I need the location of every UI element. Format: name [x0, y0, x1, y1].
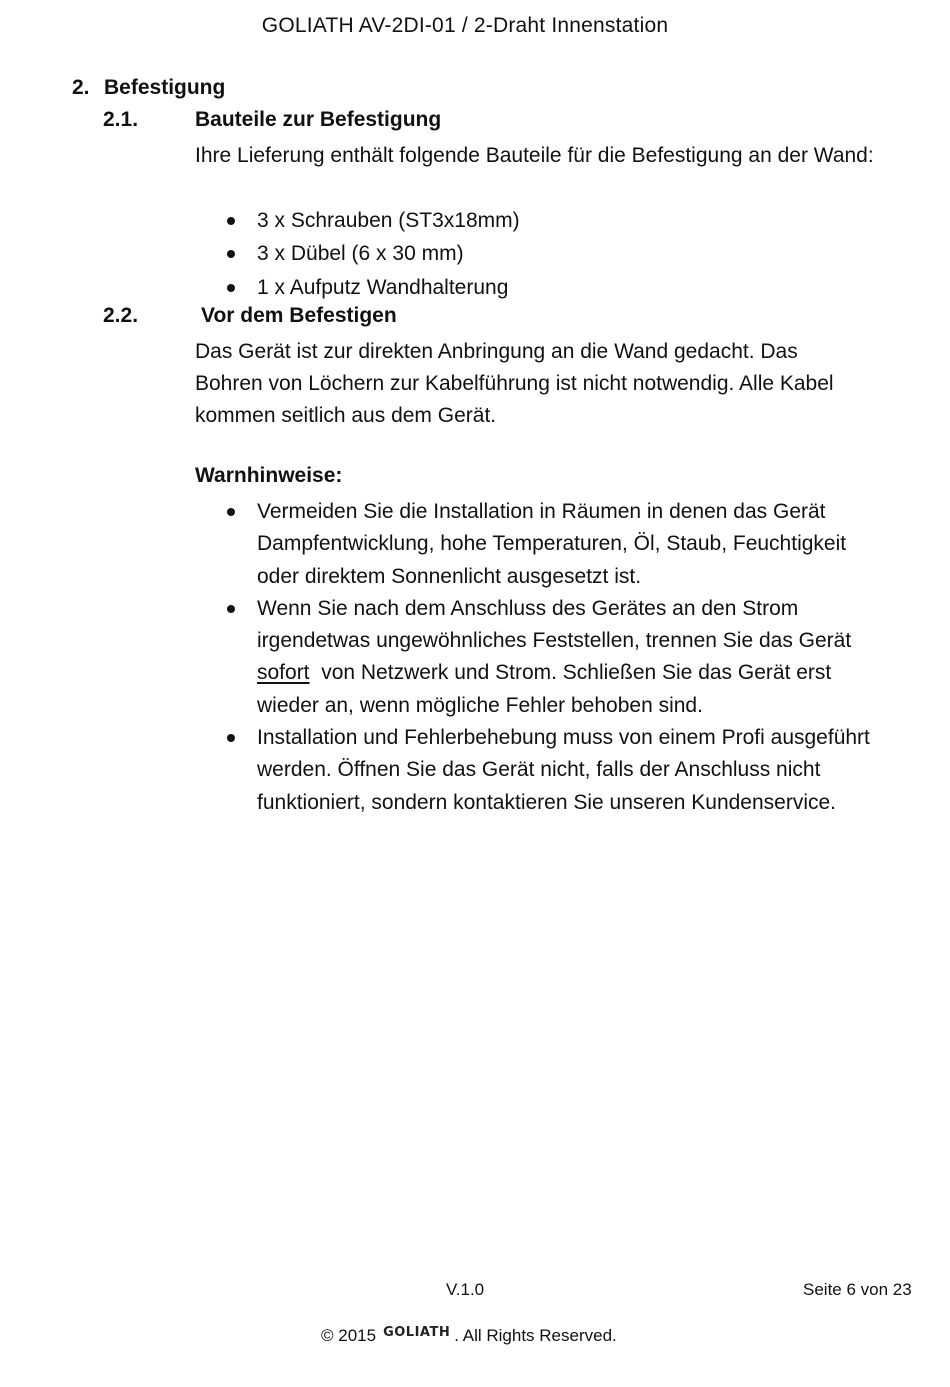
goliath-logo: GOLIATH	[383, 1324, 451, 1340]
subsection-heading-2-1	[103, 108, 441, 132]
list-item: Installation und Fehlerbehebung muss von einem Profi ausgeführt werden. Öffnen Sie das Gerät nicht, falls der Anschluss nicht funktioniert, sondern kontaktieren Sie unseren Kundenservice.	[195, 722, 875, 819]
list-item: 3 x Schrauben (ST3x18mm)	[195, 205, 875, 237]
section-title: Befestigung	[104, 76, 226, 99]
parts-list	[195, 205, 875, 304]
emphasis-sofort: sofort	[257, 661, 310, 685]
version-label: V.1.0	[446, 1280, 485, 1299]
section-heading	[72, 76, 225, 100]
parts-intro: Ihre Lieferung enthält folgende Bauteile für die Befestigung an der Wand:	[195, 144, 874, 167]
bullet-icon	[227, 250, 235, 258]
page-number: Seite 6 von 23	[803, 1280, 912, 1299]
list-item: Vermeiden Sie die Installation in Räumen in denen das Gerät Dampfentwicklung, hohe Temperaturen, Öl, Staub, Feuchtigkeit oder direktem Sonnenlicht ausgesetzt ist.	[195, 496, 875, 593]
bullet-icon	[227, 508, 235, 516]
warnings-list	[195, 496, 875, 819]
bullet-icon	[227, 217, 235, 225]
bullet-icon	[227, 284, 235, 292]
copyright-line: © 2015 GOLIATH . All Rights Reserved.	[321, 1324, 617, 1345]
list-item: 1 x Aufputz Wandhalterung	[195, 272, 875, 304]
section-number: 2.	[72, 76, 90, 99]
list-item: 3 x Dübel (6 x 30 mm)	[195, 238, 875, 270]
bullet-icon	[227, 734, 235, 742]
mounting-text: Das Gerät ist zur direkten Anbringung an die Wand gedacht. Das Bohren von Löchern zur Kabelführung ist nicht notwendig. Alle Kabel kommen seitlich aus dem Gerät.	[195, 340, 834, 427]
subsection-title: Vor dem Befestigen	[201, 304, 397, 327]
document-header: GOLIATH AV-2DI-01 / 2-Draht Innenstation	[261, 14, 669, 37]
subsection-number: 2.2.	[103, 304, 139, 327]
subsection-title: Bauteile zur Befestigung	[195, 108, 442, 131]
bullet-icon	[227, 605, 235, 613]
warnings-title: Warnhinweise:	[195, 464, 343, 487]
subsection-heading-2-2	[103, 304, 397, 328]
list-item: Wenn Sie nach dem Anschluss des Gerätes an den Strom irgendetwas ungewöhnliches Feststellen, trennen Sie das Gerät sofort von Netzwerk und Strom. Schließen Sie das Gerät erst wieder an, wenn mögliche Fehler behoben sind.	[195, 593, 875, 722]
subsection-number: 2.1.	[103, 108, 139, 131]
